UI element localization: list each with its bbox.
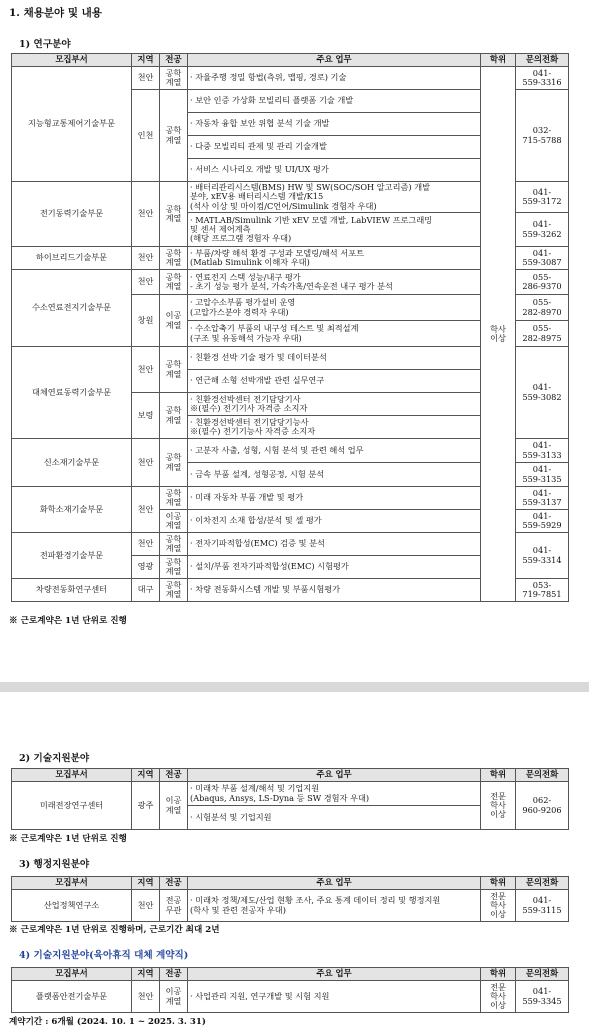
major-cell: 공학 계열 [160, 90, 188, 182]
region-cell: 천안 [132, 487, 160, 533]
duty-cell: · 연근해 소형 선박개발 관련 실무연구 [188, 370, 481, 393]
duty-cell: · 고분자 사출, 성형, 시험 분석 및 관련 해석 업무 [188, 439, 481, 463]
table-row [12, 67, 569, 90]
major-cell: 공학 계열 [160, 270, 188, 295]
region-cell: 천안 [132, 270, 160, 295]
phone-cell: 062- 960-9206 [516, 782, 569, 830]
research-table [11, 53, 569, 602]
duty-cell: · 이차전지 소재 합성/분석 및 셀 평가 [188, 510, 481, 533]
duty-cell: · 고압수소부품 평가설비 운영 (고압가스분야 경력자 우대) [188, 295, 481, 321]
duty-cell: · 다중 모빌리티 관제 및 관리 기술개발 [188, 136, 481, 159]
dept-cell: 전기동력기술부문 [12, 182, 132, 247]
col-region: 지역 [132, 54, 160, 67]
major-cell: 이공 계열 [160, 295, 188, 347]
duty-cell: · 자동차 융합 보안 위협 분석 기술 개발 [188, 113, 481, 136]
col-phone: 문의전화 [516, 769, 569, 782]
major-cell: 공학 계열 [160, 182, 188, 247]
phone-cell: 041- 559-3316 [516, 67, 569, 90]
table-row [12, 890, 569, 922]
table-header-row [12, 769, 569, 782]
major-cell: 공학 계열 [160, 393, 188, 439]
phone-cell: 041- 559-3133 [516, 439, 569, 463]
duty-cell: · 자율주행 정밀 항법(측위, 맵핑, 경로) 기술 [188, 67, 481, 90]
section2-title: 2) 기술지원분야 [19, 753, 90, 764]
dept-cell: 하이브리드기술부문 [12, 247, 132, 270]
dept-cell: 전파환경기술부문 [12, 533, 132, 579]
table-header-row [12, 877, 569, 890]
phone-cell: 041- 559-5929 [516, 510, 569, 533]
duty-cell: · MATLAB/Simulink 기반 xEV 모델 개발, LabVIEW 프로그래밍 및 센서 제어계측 (해당 프로그램 경험자 우대) [188, 213, 481, 247]
duty-cell: · 차량 전동화시스템 개발 및 부품시험평가 [188, 579, 481, 602]
section4-note: 계약기간 : 6개월 (2024. 10. 1 ~ 2025. 3. 31) [9, 1017, 206, 1027]
duty-cell: · 수소압축기 부품의 내구성 테스트 및 최적설계 (구조 및 유동해석 가능자 우대) [188, 321, 481, 347]
section1-note: ※ 근로계약은 1년 단위로 진행 [9, 616, 127, 626]
region-cell: 창원 [132, 295, 160, 347]
col-degree: 학위 [481, 54, 516, 67]
major-cell: 이공 계열 [160, 981, 188, 1013]
col-dept: 모집부서 [12, 54, 132, 67]
dept-cell: 미래전장연구센터 [12, 782, 132, 830]
duty-cell: · 부품/차량 해석 환경 구성과 모델링/해석 서포트 (Matlab Simulink 이해자 우대) [188, 247, 481, 270]
major-cell: 공학 계열 [160, 67, 188, 90]
duty-cell: · 친환경선박센터 전기담당기능사 ※(필수) 전기기능사 자격증 소지자 [188, 416, 481, 439]
duty-cell: · 연료전지 스택 성능/내구 평가 - 초기 성능 평가 분석, 가속가혹/연속운전 내구 평가 분석 [188, 270, 481, 295]
major-cell: 공학 계열 [160, 439, 188, 487]
degree-cell: 전문 학사 이상 [481, 782, 516, 830]
dept-cell: 수소연료전지기술부문 [12, 270, 132, 347]
col-dept: 모집부서 [12, 769, 132, 782]
admin-support-table [11, 876, 569, 922]
phone-cell: 055- 286-9370 [516, 270, 569, 295]
section3-note: ※ 근로계약은 1년 단위로 진행하며, 근로기간 최대 2년 [9, 925, 220, 935]
phone-cell: 053- 719-7851 [516, 579, 569, 602]
region-cell: 천안 [132, 533, 160, 556]
dept-cell: 차량전동화연구센터 [12, 579, 132, 602]
duty-cell: · 보안 인증 가상화 모빌리티 플랫폼 기술 개발 [188, 90, 481, 113]
phone-cell: 041- 559-3137 [516, 487, 569, 510]
duty-cell: · 설치/부품 전자기파적합성(EMC) 시험평가 [188, 556, 481, 579]
major-cell: 공학 계열 [160, 487, 188, 510]
col-phone: 문의전화 [516, 877, 569, 890]
col-degree: 학위 [481, 769, 516, 782]
region-cell: 영광 [132, 556, 160, 579]
duty-cell: · 미래차 정책/제도/산업 현황 조사, 주요 통계 데이터 정리 및 행정지원 (학사 및 관련 전공자 우대) [188, 890, 481, 922]
major-cell: 이공 계열 [160, 510, 188, 533]
region-cell: 대구 [132, 579, 160, 602]
duty-cell: · 친환경선박센터 전기담당기사 ※(필수) 전기기사 자격증 소지자 [188, 393, 481, 416]
col-degree: 학위 [481, 877, 516, 890]
phone-cell: 041- 559-3172 [516, 182, 569, 213]
page-heading: 1. 채용분야 및 내용 [9, 7, 102, 19]
duty-cell: · 친환경 선박 기술 평가 및 데이터분석 [188, 347, 481, 370]
region-cell: 천안 [132, 981, 160, 1013]
col-region: 지역 [132, 877, 160, 890]
page-separator [0, 682, 589, 692]
col-major: 전공 [160, 968, 188, 981]
major-cell: 공학 계열 [160, 579, 188, 602]
col-degree: 학위 [481, 968, 516, 981]
col-dept: 모집부서 [12, 877, 132, 890]
phone-cell: 032- 715-5788 [516, 90, 569, 182]
region-cell: 천안 [132, 247, 160, 270]
tech-support-table [11, 768, 569, 830]
major-cell: 공학 계열 [160, 247, 188, 270]
duty-cell: · 사업관리 지원, 연구개발 및 시험 지원 [188, 981, 481, 1013]
region-cell: 천안 [132, 890, 160, 922]
dept-cell: 신소재기술부문 [12, 439, 132, 487]
section4-title: 4) 기술지원분야(육아휴직 대체 계약직) [19, 950, 189, 961]
col-major: 전공 [160, 877, 188, 890]
section3-title: 3) 행정지원분야 [19, 859, 90, 870]
major-cell: 이공 계열 [160, 782, 188, 830]
region-cell: 천안 [132, 67, 160, 90]
phone-cell: 041- 559-3087 [516, 247, 569, 270]
major-cell: 전공 무관 [160, 890, 188, 922]
phone-cell: 041- 559-3115 [516, 890, 569, 922]
section2-note: ※ 근로계약은 1년 단위로 진행 [9, 834, 127, 844]
major-cell: 공학 계열 [160, 556, 188, 579]
col-duty: 주요 업무 [188, 769, 481, 782]
degree-cell: 학사 이상 [481, 67, 516, 602]
duty-cell: · 전자기파적합성(EMC) 검증 및 분석 [188, 533, 481, 556]
major-cell: 공학 계열 [160, 533, 188, 556]
dept-cell: 산업정책연구소 [12, 890, 132, 922]
phone-cell: 055- 282-8975 [516, 321, 569, 347]
table-header-row [12, 968, 569, 981]
col-duty: 주요 업무 [188, 54, 481, 67]
table-row [12, 981, 569, 1013]
phone-cell: 041- 559-3262 [516, 213, 569, 247]
col-dept: 모집부서 [12, 968, 132, 981]
phone-cell: 041- 559-3135 [516, 463, 569, 487]
dept-cell: 플랫폼안전기술부문 [12, 981, 132, 1013]
table-header-row [12, 54, 569, 67]
degree-cell: 전문 학사 이상 [481, 890, 516, 922]
duty-cell: · 배터리관리시스템(BMS) HW 및 SW(SOC/SOH 알고리즘) 개발 분야, xEV용 배터리시스템 개발/K15 (석사 이상 및 마이컴/C언어/Simulink 경험자 우대) [188, 182, 481, 213]
region-cell: 인천 [132, 90, 160, 182]
phone-cell: 041- 559-3345 [516, 981, 569, 1013]
duty-cell: · 미래차 부품 설계/해석 및 기업지원 (Abaqus, Ansys, LS-Dyna 등 SW 경험자 우대) [188, 782, 481, 806]
table-row [12, 782, 569, 806]
col-phone: 문의전화 [516, 968, 569, 981]
col-duty: 주요 업무 [188, 968, 481, 981]
col-region: 지역 [132, 769, 160, 782]
dept-cell: 화학소재기술부문 [12, 487, 132, 533]
duty-cell: · 서비스 시나리오 개발 및 UI/UX 평가 [188, 159, 481, 182]
dept-cell: 대체연료동력기술부문 [12, 347, 132, 439]
region-cell: 천안 [132, 182, 160, 247]
col-duty: 주요 업무 [188, 877, 481, 890]
phone-cell: 055- 282-8970 [516, 295, 569, 321]
phone-cell: 041- 559-3314 [516, 533, 569, 579]
region-cell: 천안 [132, 347, 160, 393]
col-region: 지역 [132, 968, 160, 981]
col-major: 전공 [160, 769, 188, 782]
region-cell: 천안 [132, 439, 160, 487]
region-cell: 보령 [132, 393, 160, 439]
col-phone: 문의전화 [516, 54, 569, 67]
region-cell: 광주 [132, 782, 160, 830]
col-major: 전공 [160, 54, 188, 67]
section1-title: 1) 연구분야 [19, 39, 71, 50]
major-cell: 공학 계열 [160, 347, 188, 393]
parental-leave-table [11, 967, 569, 1013]
dept-cell: 지능형교통제어기술부문 [12, 67, 132, 182]
duty-cell: · 금속 부품 설계, 성형공정, 시험 분석 [188, 463, 481, 487]
duty-cell: · 미래 자동차 부품 개발 및 평가 [188, 487, 481, 510]
degree-cell: 전문 학사 이상 [481, 981, 516, 1013]
phone-cell: 041- 559-3082 [516, 347, 569, 439]
duty-cell: · 시험분석 및 기업지원 [188, 806, 481, 830]
